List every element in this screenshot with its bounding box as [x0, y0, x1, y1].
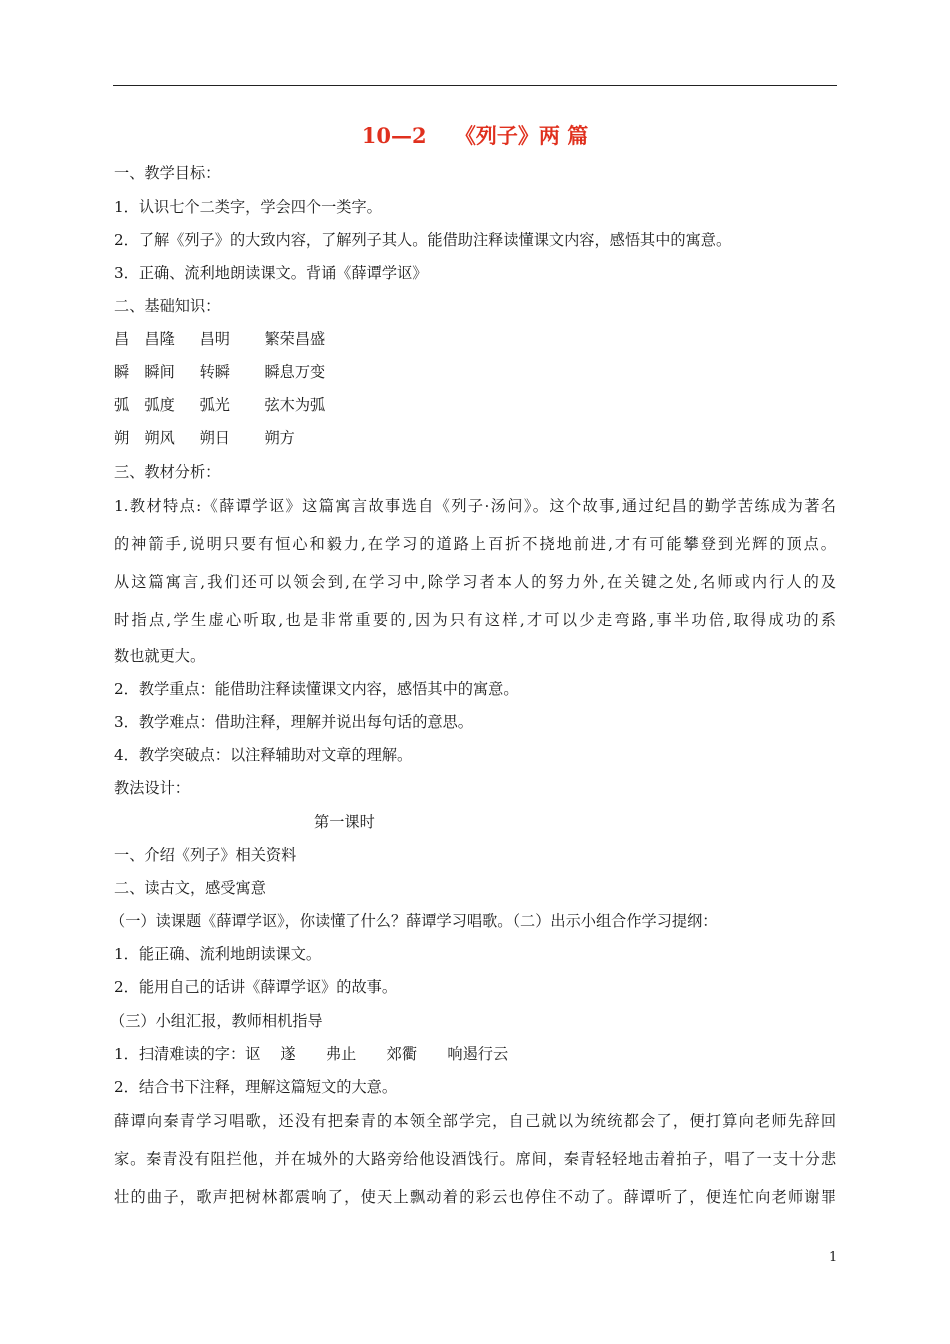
- section-heading: 三、教材分析：: [114, 463, 221, 481]
- body-line: 时指点,学生虚心听取,也是非常重要的,因为只有这样,才可以少走弯路,事半功倍,取得成功的系: [114, 611, 836, 629]
- body-line: 的神箭手,说明只要有恒心和毅力,在学习的道路上百折不挠地前进,才有可能攀登到光辉的顶点。: [114, 535, 836, 553]
- section-heading: 一、介绍《列子》相关资料: [114, 846, 297, 864]
- body-line: 1．能正确、流利地朗读课文。: [114, 945, 322, 963]
- section-heading: 二、基础知识：: [114, 297, 221, 315]
- vocab-line: 朔 朔风 朔日 朔方: [114, 429, 295, 447]
- body-line: 数也就更大。: [114, 647, 206, 665]
- body-line: 薛谭向秦青学习唱歌，还没有把秦青的本领全部学完，自己就以为统统都会了，便打算向老师先辞回: [114, 1112, 836, 1130]
- body-line: （一）读课题《薛谭学讴》，你读懂了什么？薛谭学习唱歌。（二）出示小组合作学习提纲：: [110, 912, 718, 930]
- body-line: 2．教学重点：能借助注释读懂课文内容，感悟其中的寓意。: [114, 680, 519, 698]
- section-heading: 一、教学目标：: [114, 164, 221, 182]
- page-title: 10—2 《列子》两 篇: [361, 123, 589, 148]
- page-number: 1: [829, 1250, 838, 1265]
- body-line: 3．教学难点：借助注释，理解并说出每句话的意思。: [114, 713, 473, 731]
- body-line: 家。秦青没有阻拦他，并在城外的大路旁给他设酒饯行。席间，秦青轻轻地击着拍子，唱了一支十分悲: [114, 1150, 836, 1168]
- body-line: 1.教材特点:《薛谭学讴》这篇寓言故事选自《列子·汤问》。这个故事,通过纪昌的勤学苦练成为著名: [114, 497, 836, 515]
- lesson-heading: 第一课时: [314, 813, 375, 831]
- vocab-line: 瞬 瞬间 转瞬 瞬息万变: [114, 363, 326, 381]
- body-line: 从这篇寓言,我们还可以领会到,在学习中,除学习者本人的努力外,在关键之处,名师或内行人的及: [114, 573, 836, 591]
- section-heading: 教法设计：: [114, 779, 190, 797]
- body-line: 3．正确、流利地朗读课文。背诵《薛谭学讴》: [114, 264, 428, 282]
- vocab-line: 昌 昌隆 昌明 繁荣昌盛: [114, 330, 326, 348]
- body-line: 1．扫清难读的字：讴 遂 弗止 郊衢 响遏行云: [114, 1045, 509, 1063]
- body-line: 1．认识七个二类字，学会四个一类字。: [114, 198, 382, 216]
- body-line: 2．了解《列子》的大致内容，了解列子其人。能借助注释读懂课文内容，感悟其中的寓意。: [114, 231, 732, 249]
- vocab-line: 弧 弧度 弧光 弦木为弧: [114, 396, 326, 414]
- section-heading: 二、读古文，感受寓意: [114, 879, 266, 897]
- body-line: 2．能用自己的话讲《薛谭学讴》的故事。: [114, 978, 398, 996]
- body-line: 2．结合书下注释，理解这篇短文的大意。: [114, 1078, 398, 1096]
- header-rule: [113, 85, 837, 86]
- body-line: （三）小组汇报，教师相机指导: [110, 1012, 323, 1030]
- body-line: 壮的曲子，歌声把树林都震响了，使天上飘动着的彩云也停住不动了。薛谭听了，便连忙向老师谢罪: [114, 1188, 836, 1206]
- body-line: 4．教学突破点：以注释辅助对文章的理解。: [114, 746, 413, 764]
